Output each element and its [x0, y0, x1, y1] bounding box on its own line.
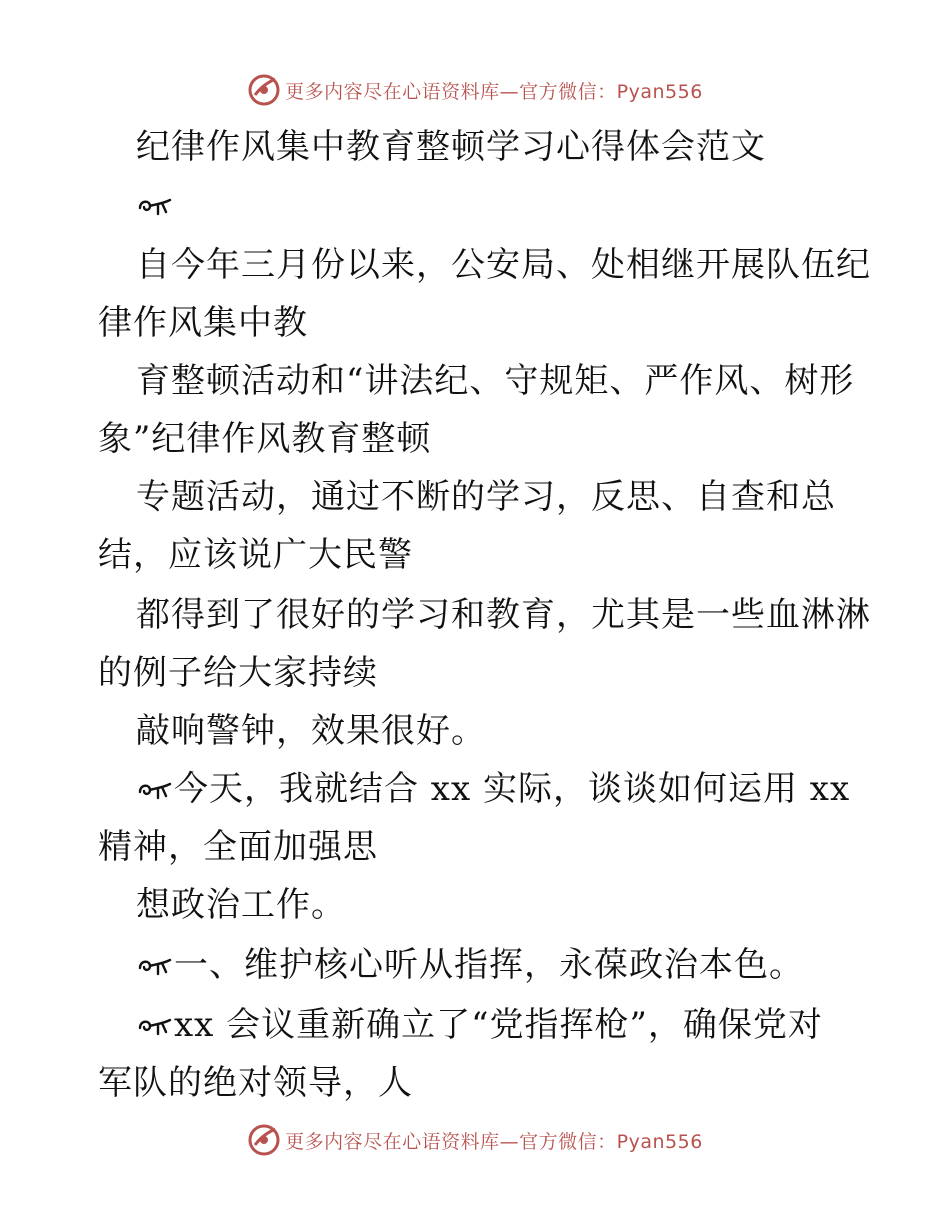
seal-logo-icon	[247, 1123, 281, 1157]
paragraph-line: 的例子给大家持续	[98, 653, 378, 693]
paragraph-line: 军队的绝对领导，人	[98, 1063, 413, 1103]
paragraph-line: 结，应该说广大民警	[98, 535, 413, 575]
watermark-top	[0, 70, 950, 110]
paragraph-line: 精神，全面加强思	[98, 827, 378, 867]
document-title: 纪律作风集中教育整顿学习心得体会范文	[136, 127, 766, 167]
paragraph-text: xx 会议重新确立了“党指挥枪”，确保党对	[174, 1005, 823, 1045]
fleuron-ornament-icon	[136, 192, 174, 218]
watermark-text: 更多内容尽在心语资料库—官方微信：Pyan556	[285, 80, 703, 103]
paragraph-line: 都得到了很好的学习和教育，尤其是一些血淋淋	[136, 595, 871, 635]
paragraph-line: 自今年三月份以来，公安局、处相继开展队伍纪	[136, 245, 871, 285]
fleuron-ornament-icon	[136, 1012, 174, 1038]
section-heading-text: 一、维护核心听从指挥，永葆政治本色。	[174, 945, 804, 985]
fleuron-ornament-icon	[136, 952, 174, 978]
section-heading-line	[136, 936, 896, 994]
watermark-text: 更多内容尽在心语资料库—官方微信：Pyan556	[285, 1130, 703, 1153]
paragraph-line: 律作风集中教	[98, 303, 308, 343]
paragraph-line-with-ornament	[136, 760, 896, 818]
paragraph-line: 育整顿活动和“讲法纪、守规矩、严作风、树形	[136, 361, 855, 401]
seal-logo-icon	[247, 73, 281, 107]
paragraph-line-with-ornament	[136, 996, 896, 1054]
paragraph-line: 敲响警钟，效果很好。	[136, 711, 486, 751]
paragraph-text: 今天，我就结合 xx 实际，谈谈如何运用 xx	[174, 769, 851, 809]
ornament-line	[136, 176, 896, 234]
paragraph-line: 想政治工作。	[136, 885, 346, 925]
fleuron-ornament-icon	[136, 776, 174, 802]
paragraph-line: 象”纪律作风教育整顿	[98, 419, 432, 459]
watermark-bottom	[0, 1120, 950, 1160]
paragraph-line: 专题活动，通过不断的学习，反思、自查和总	[136, 477, 836, 517]
